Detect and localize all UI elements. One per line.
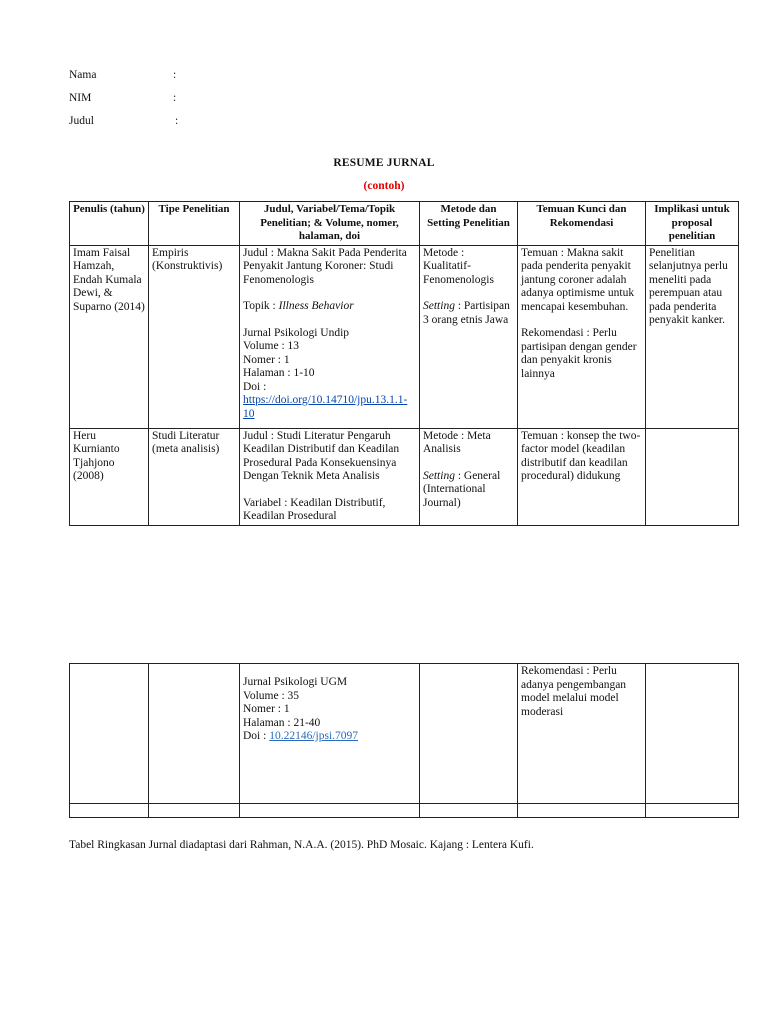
topik-value: Illness Behavior bbox=[278, 300, 354, 312]
cell-author bbox=[70, 664, 149, 804]
empty-cell bbox=[240, 804, 420, 818]
cell-temuan bbox=[518, 664, 646, 804]
field-nim-colon: : bbox=[173, 92, 177, 104]
variabel-text: Variabel : Keadilan Distributif, Keadilan Prosedural bbox=[243, 496, 386, 522]
cell-judul-details bbox=[240, 245, 420, 428]
setting-label: Setting bbox=[423, 300, 455, 312]
header-judul: Judul, Variabel/Tema/Topik Penelitian; & Volume, nomer, halaman, doi bbox=[240, 202, 420, 246]
cell-implikasi: Penelitian selanjutnya perlu meneliti pada perempuan atau pada penderita penyakit kanker. bbox=[646, 245, 739, 428]
temuan-text: Temuan : konsep the two-factor model (keadilan distributif dan keadilan procedural) didukung bbox=[521, 429, 641, 482]
doi-label: Doi : bbox=[243, 730, 270, 742]
cell-implikasi bbox=[646, 664, 739, 804]
nomer-text: Nomer : 1 bbox=[243, 703, 290, 715]
cell-type: Empiris (Konstruktivis) bbox=[149, 245, 240, 428]
field-nama-label: Nama bbox=[69, 69, 97, 81]
judul-text: Judul : Makna Sakit Pada Penderita Penyakit Jantung Koroner: Studi Fenomenologis bbox=[243, 246, 407, 286]
header-implikasi: Implikasi untuk proposal penelitian bbox=[646, 202, 739, 246]
setting-text bbox=[423, 300, 514, 327]
field-nama-colon: : bbox=[173, 69, 177, 81]
cell-metode bbox=[420, 428, 518, 525]
doi-text bbox=[243, 730, 416, 744]
cell-type bbox=[149, 664, 240, 804]
field-nim bbox=[69, 92, 177, 104]
topik-text bbox=[243, 300, 416, 314]
rekomendasi-text: Rekomendasi : Perlu partisipan dengan gender dan penyakit kronis lainnya bbox=[521, 327, 637, 380]
judul-text: Judul : Studi Literatur Pengaruh Keadilan Distributif dan Keadilan Prosedural Pada Konsekuensinya Dengan Teknik Meta Analisis bbox=[243, 429, 400, 482]
page-subtitle: (contoh) bbox=[363, 180, 405, 192]
halaman-text: Halaman : 21-40 bbox=[243, 716, 321, 729]
resume-table-1 bbox=[69, 201, 739, 526]
table-row bbox=[70, 664, 739, 804]
cell-temuan bbox=[518, 428, 646, 525]
field-nim-label: NIM bbox=[69, 92, 92, 104]
doi-link[interactable]: 10.22146/jpsi.7097 bbox=[269, 730, 359, 742]
empty-cell bbox=[70, 804, 149, 818]
metode-text: Metode : Meta Analisis bbox=[423, 429, 491, 455]
header-metode: Metode dan Setting Penelitian bbox=[420, 202, 518, 246]
nomer-text: Nomer : 1 bbox=[243, 353, 290, 366]
setting-value: : General (International Journal) bbox=[423, 469, 501, 509]
cell-author: Imam Faisal Hamzah, Endah Kumala Dewi, & Suparno (2014) bbox=[70, 245, 149, 428]
cell-judul-details bbox=[240, 428, 420, 525]
field-judul-colon: : bbox=[175, 115, 179, 127]
cell-metode bbox=[420, 245, 518, 428]
field-judul-label: Judul bbox=[69, 115, 94, 127]
rekomendasi-text: Rekomendasi : Perlu adanya pengembangan model melalui model moderasi bbox=[521, 665, 627, 718]
header-penulis: Penulis (tahun) bbox=[70, 202, 149, 246]
table-row bbox=[70, 428, 739, 525]
volume-text: Volume : 35 bbox=[243, 689, 300, 702]
cell-type: Studi Literatur (meta analisis) bbox=[149, 428, 240, 525]
journal-name: Jurnal Psikologi UGM bbox=[243, 676, 348, 688]
cell-implikasi bbox=[646, 428, 739, 525]
cell-metode bbox=[420, 664, 518, 804]
volume-text: Volume : 13 bbox=[243, 340, 300, 352]
setting-text bbox=[423, 470, 514, 511]
doi-label: Doi : bbox=[243, 380, 267, 393]
field-nama bbox=[69, 69, 177, 81]
topik-label: Topik : bbox=[243, 300, 279, 312]
table-row bbox=[70, 245, 739, 428]
cell-judul-details bbox=[240, 664, 420, 804]
empty-cell bbox=[646, 804, 739, 818]
cell-temuan bbox=[518, 245, 646, 428]
header-tipe: Tipe Penelitian bbox=[149, 202, 240, 246]
cell-author: Heru Kurnianto Tjahjono (2008) bbox=[70, 428, 149, 525]
footer-note: Tabel Ringkasan Jurnal diadaptasi dari Rahman, N.A.A. (2015). PhD Mosaic. Kajang : Lentera Kufi. bbox=[69, 839, 534, 851]
header-temuan: Temuan Kunci dan Rekomendasi bbox=[518, 202, 646, 246]
journal-name: Jurnal Psikologi Undip bbox=[243, 326, 350, 339]
setting-value: : Partisipan 3 orang etnis Jawa bbox=[423, 300, 510, 326]
setting-label: Setting bbox=[423, 469, 455, 482]
resume-table-2 bbox=[69, 663, 739, 818]
doi-link[interactable]: https://doi.org/10.14710/jpu.13.1.1-10 bbox=[243, 394, 408, 420]
temuan-text: Temuan : Makna sakit pada penderita penyakit jantung coroner adalah adanya optimisme untuk mencapai kesembuhan. bbox=[521, 246, 635, 313]
metode-text: Metode : Kualitatif-Fenomenologis bbox=[423, 246, 494, 286]
table-header-row bbox=[70, 202, 739, 246]
empty-cell bbox=[518, 804, 646, 818]
halaman-text: Halaman : 1-10 bbox=[243, 367, 315, 379]
field-judul bbox=[69, 115, 179, 127]
page-title: RESUME JURNAL bbox=[333, 157, 435, 169]
empty-cell bbox=[420, 804, 518, 818]
empty-cell bbox=[149, 804, 240, 818]
table-row-empty bbox=[70, 804, 739, 818]
